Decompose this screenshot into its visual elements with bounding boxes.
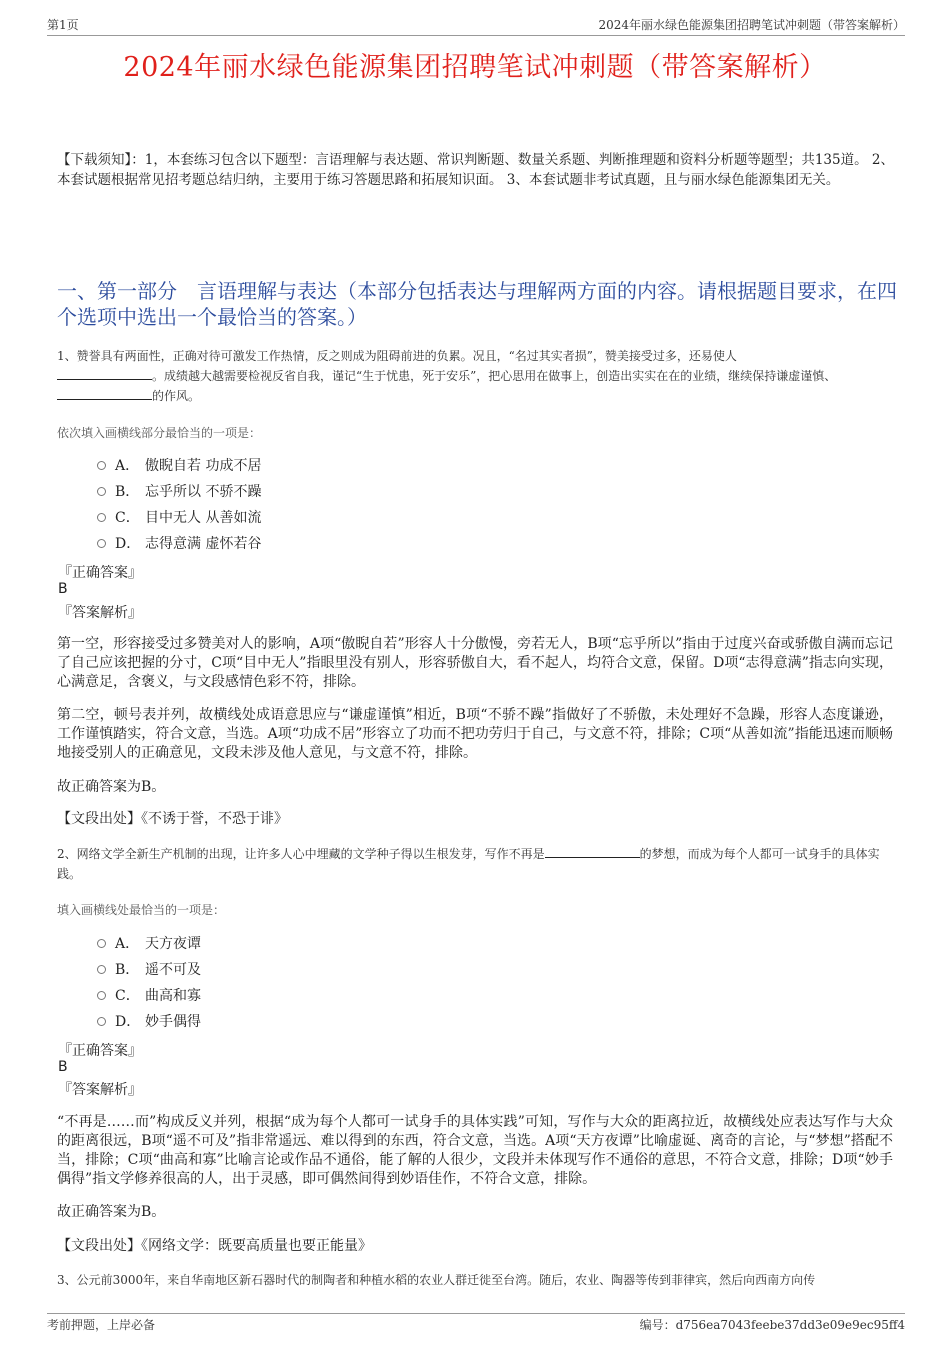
q1-analysis-para-2: 第二空，顿号表并列，故横线处成语意思应与“谦虚谨慎”相近，B项“不骄不躁”指做好了不骄傲，未处理好不急躁，形容人态度谦逊，工作谨慎踏实，符合文意，当选。A项“功成不居”形容立了功而不把功劳归于自己，与文意不符，排除；C项“从善如流”指能迅速而顺畅地接受别人的正确意见，文段未涉及他人意见，与文意不符，排除。 — [57, 707, 893, 761]
radio-icon[interactable] — [97, 939, 106, 948]
footer-slogan: 考前押题，上岸必备 — [47, 1318, 156, 1332]
download-notice: 【下载须知】：1，本套练习包含以下题型：言语理解与表达题、常识判断题、数量关系题、判断推理题和资料分析题等题型；共135道。 2、本套试题根据常见招考题总结归纳，主要用于练习答题思路和拓展知识面。 3、本套试题非考试真题，且与丽水绿色能源集团无关。 — [57, 152, 894, 188]
radio-icon[interactable] — [97, 513, 106, 522]
question-2-stem — [57, 844, 898, 884]
q1-option-d[interactable]: D． 志得意满 虚怀若谷 — [97, 530, 261, 556]
radio-icon[interactable] — [97, 461, 106, 470]
radio-icon[interactable] — [97, 965, 106, 974]
page-header — [47, 14, 905, 36]
section-title: 一、第一部分 言语理解与表达（本部分包括表达与理解两方面的内容。请根据题目要求，在四个选项中选出一个最恰当的答案。） — [57, 279, 897, 329]
q2-option-d[interactable]: D． 妙手偶得 — [97, 1008, 201, 1034]
radio-icon[interactable] — [97, 991, 106, 1000]
q1-answer: B — [58, 581, 68, 597]
document-title: 2024年丽水绿色能源集团招聘笔试冲刺题（带答案解析） — [123, 52, 827, 83]
q2-source: 【文段出处】《网络文学：既要高质量也要正能量》 — [57, 1238, 372, 1254]
q2-option-c[interactable]: C． 曲高和寡 — [97, 982, 201, 1008]
q1-stem-part-c: 的作风。 — [152, 389, 201, 403]
q1-prompt: 依次填入画横线部分最恰当的一项是： — [57, 426, 262, 440]
q1-blank-2 — [57, 388, 152, 400]
q1-blank-1 — [57, 368, 152, 380]
question-1-stem — [57, 346, 898, 406]
q2-stem-part-b: 的梦想，而成为每个人都可一试身手的具体实践。 — [57, 847, 880, 881]
q2-options — [97, 930, 201, 1034]
q1-option-c[interactable]: C． 目中无人 从善如流 — [97, 504, 261, 530]
q1-option-a[interactable]: A． 傲睨自若 功成不居 — [97, 452, 261, 478]
radio-icon[interactable] — [97, 487, 106, 496]
q1-stem-part-a: 1、赞誉具有两面性，正确对待可激发工作热情，反之则成为阻碍前进的负累。况且，“名过其实者损”，赞美接受过多，还易使人 — [57, 349, 737, 363]
page-footer — [47, 1313, 905, 1335]
q1-source: 【文段出处】《不诱于誉，不恐于诽》 — [57, 811, 288, 827]
q1-option-b[interactable]: B． 忘乎所以 不骄不躁 — [97, 478, 261, 504]
q2-correct-label: 『正确答案』 — [58, 1043, 142, 1059]
q2-stem-part-a: 2、网络文学全新生产机制的出现，让许多人心中埋藏的文学种子得以生根发芽，写作不再是 — [57, 847, 545, 861]
q2-prompt: 填入画横线处最恰当的一项是： — [57, 903, 226, 917]
q1-stem-part-b: 。成绩越大越需要检视反省自我，谨记“生于忧患，死于安乐”，把心思用在做事上，创造出实实在在的业绩，继续保持谦虚谨慎、 — [152, 369, 837, 383]
q1-analysis-para-1: 第一空，形容接受过多赞美对人的影响，A项“傲睨自若”形容人十分傲慢，旁若无人，B项“忘乎所以”指由于过度兴奋或骄傲自满而忘记了自己应该把握的分寸，C项“目中无人”指眼里没有别人，形容骄傲自大，看不起人，均符合文意，保留。D项“志得意满”指志向实现，心满意足，含褒义，与文段感情色彩不符，排除。 — [57, 636, 893, 690]
q2-analysis-para-1: “不再是……而”构成反义并列，根据“成为每个人都可一试身手的具体实践”可知，写作与大众的距离拉近，故横线处应表达写作与大众的距离很远，B项“遥不可及”指非常遥远、难以得到的东西，符合文意，当选。A项“天方夜谭”比喻虚诞、离奇的言论，与“梦想”搭配不当，排除；C项“曲高和寡”比喻言论或作品不通俗，能了解的人很少，文段并未体现写作不通俗的意思，不符合文意，排除；D项“妙手偶得”指文学修养很高的人，出于灵感，即可偶然间得到妙语佳作，不符合文意，排除。 — [57, 1114, 893, 1187]
header-doc-title: 2024年丽水绿色能源集团招聘笔试冲刺题（带答案解析） — [598, 18, 905, 32]
q1-options — [97, 452, 261, 556]
footer-doc-id: 编号：d756ea7043feebe37dd3e09e9ec95ff4 — [639, 1318, 905, 1332]
q2-conclusion: 故正确答案为B。 — [57, 1204, 166, 1220]
q2-analysis-label: 『答案解析』 — [58, 1082, 142, 1098]
q1-conclusion: 故正确答案为B。 — [57, 779, 166, 795]
q2-option-a[interactable]: A． 天方夜谭 — [97, 930, 201, 956]
q2-answer: B — [58, 1059, 68, 1075]
question-3-stem: 3、公元前3000年，来自华南地区新石器时代的制陶者和种植水稻的农业人群迁徙至台湾。随后，农业、陶器等传到菲律宾，然后向西南方向传 — [57, 1273, 816, 1287]
radio-icon[interactable] — [97, 539, 106, 548]
radio-icon[interactable] — [97, 1017, 106, 1026]
q1-analysis-label: 『答案解析』 — [58, 605, 142, 621]
q2-option-b[interactable]: B． 遥不可及 — [97, 956, 201, 982]
page-number: 第1页 — [47, 18, 79, 32]
q1-correct-label: 『正确答案』 — [58, 565, 142, 581]
q2-blank — [545, 846, 640, 858]
